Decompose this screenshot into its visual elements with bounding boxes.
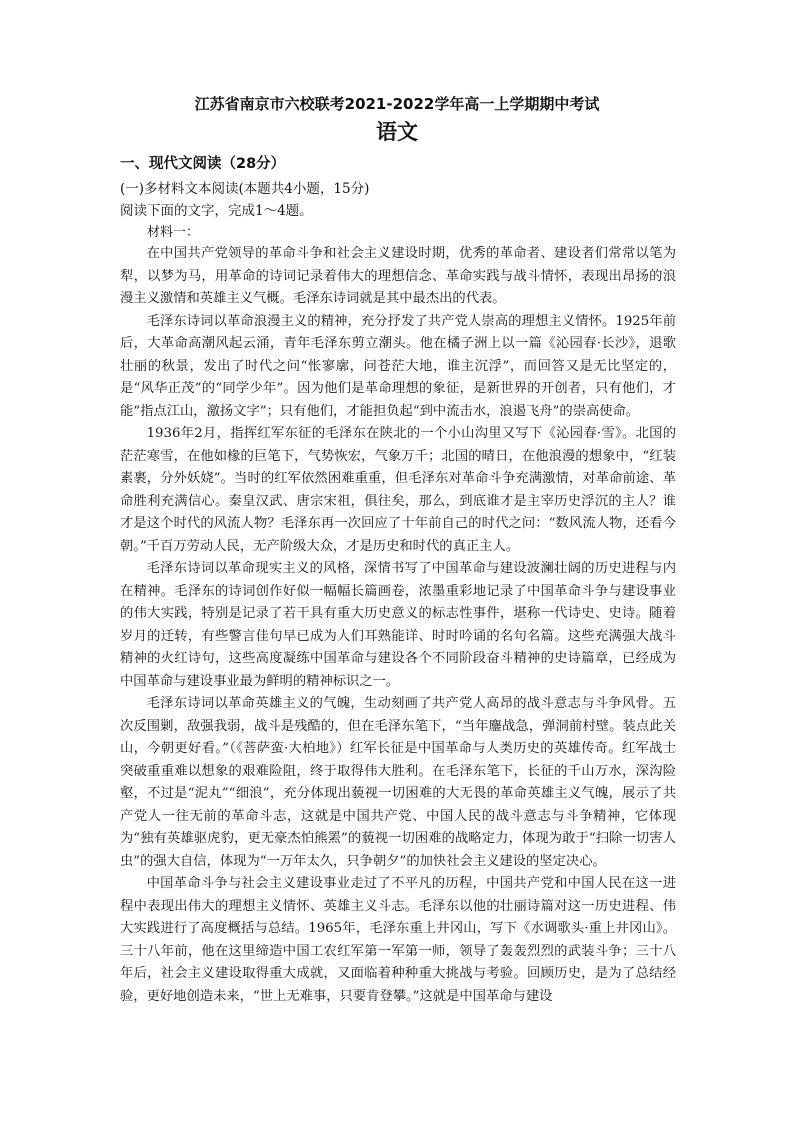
subject-heading: 语文 <box>376 120 418 144</box>
subsection-heading: (一)多材料文本阅读(本题共4小题，15分) <box>120 181 370 197</box>
exam-title: 江苏省南京市六校联考2021-2022学年高一上学期期中考试 <box>194 95 600 113</box>
paragraph: 在中国共产党领导的革命斗争和社会主义建设时期，优秀的革命者、建设者们常常以笔为犁，以梦为马，用革命的诗词记录着伟大的理想信念、革命实践与战斗情怀，表现出昂扬的浪漫主义激情和英雄主义气概。毛泽东诗词就是其中最杰出的代表。 <box>120 246 676 306</box>
paragraph: 中国革命斗争与社会主义建设事业走过了不平凡的历程，中国共产党和中国人民在这一进程中表现出伟大的理想主义情怀、英雄主义斗志。毛泽东以他的壮丽诗篇对这一历史进程、伟大实践进行了高度概括与总结。1965年，毛泽东重上井冈山，写下《水调歌头·重上井冈山》。三十八年前，他在这里缔造中国工农红军第一军第一师，领导了轰轰烈烈的武装斗争；三十八年后，社会主义建设取得重大成就，又面临着种种重大挑战与考验。回顾历史，是为了总结经验，更好地创造未来，“世上无难事，只要肯登攀。”这就是中国革命与建设 <box>120 876 676 1004</box>
paragraph: 1936年2月，指挥红军东征的毛泽东在陕北的一个小山沟里又写下《沁园春·雪》。北国的茫茫寒雪，在他如椽的巨笔下，气势恢宏，气象万千；北国的晴日，在他浪漫的想象中，“红装素裹，分外妖娆”。当时的红军依然困难重重，但毛泽东对革命斗争充满激情，对革命前途、革命胜利充满信心。秦皇汉武、唐宗宋祖，俱往矣，那么，到底谁才是主宰历史浮沉的主人？谁才是这个时代的风流人物？毛泽东再一次回应了十年前自己的时代之问：“数风流人物，还看今朝。”千百万劳动人民，无产阶级大众，才是历史和时代的真正主人。 <box>120 426 676 554</box>
reading-instruction: 阅读下面的文字，完成1～4题。 <box>120 203 313 219</box>
paragraph: 毛泽东诗词以革命浪漫主义的精神，充分抒发了共产党人崇高的理想主义情怀。1925年前后，大革命高潮风起云涌，青年毛泽东剪立潮头。他在橘子洲上以一篇《沁园春·长沙》，退歌壮丽的秋景，发出了时代之问“怅寥廓，问苍茫大地，谁主沉浮”，而回答又是无比坚定的，是“风华正茂”的“同学少年”。因为他们是革命理想的象征，是新世界的开创者，只有他们，才能“指点江山，激扬文字”；只有他们，才能担负起“到中流击水，浪遏飞舟”的崇高使命。 <box>120 313 676 419</box>
section-heading: 一、现代文阅读（28分） <box>120 156 286 172</box>
material-label: 材料一： <box>147 225 200 240</box>
paragraph: 毛泽东诗词以革命英雄主义的气魄，生动刻画了共产党人高昂的战斗意志与斗争风骨。五次反围剿，敌强我弱，战斗是残酷的，但在毛泽东笔下，“当年鏖战急，弹洞前村壁。装点此关山，今朝更好看。”（《菩萨蛮·大柏地》）红军长征是中国革命与人类历史的英雄传奇。红军战士突破重重难以想象的艰难险阻，终于取得伟大胜利。在毛泽东笔下，长征的千山万水，深沟险壑，不过是“泥丸”“细浪”，充分体现出藐视一切困难的大无畏的革命英雄主义气魄，展示了共产党人一往无前的革命斗志，这就是中国共产党、中国人民的战斗意志与斗争精神，它体现为“独有英雄驱虎豹，更无豪杰怕熊罴”的藐视一切困难的战略定力，体现为敢于“扫除一切害人虫”的强大自信，体现为“一万年太久，只争朝夕”的加快社会主义建设的坚定决心。 <box>120 696 676 869</box>
material-body <box>120 243 676 1008</box>
paragraph: 毛泽东诗词以革命现实主义的风格，深情书写了中国革命与建设波澜壮阔的历史进程与内在精神。毛泽东的诗词创作好似一幅幅长篇画卷，浓墨重彩地记录了中国革命斗争与建设事业的伟大实践，特别是记录了若干具有重大历史意义的标志性事件，堪称一代诗史、史诗。随着岁月的迁转，有些警言佳句早已成为人们耳熟能详、时时吟诵的名句名篇。这些充满强大战斗精神的火红诗句，这些高度凝练中国革命与建设各个不同阶段奋斗精神的史诗篇章，已经成为中国革命与建设事业最为鲜明的精神标识之一。 <box>120 561 676 689</box>
